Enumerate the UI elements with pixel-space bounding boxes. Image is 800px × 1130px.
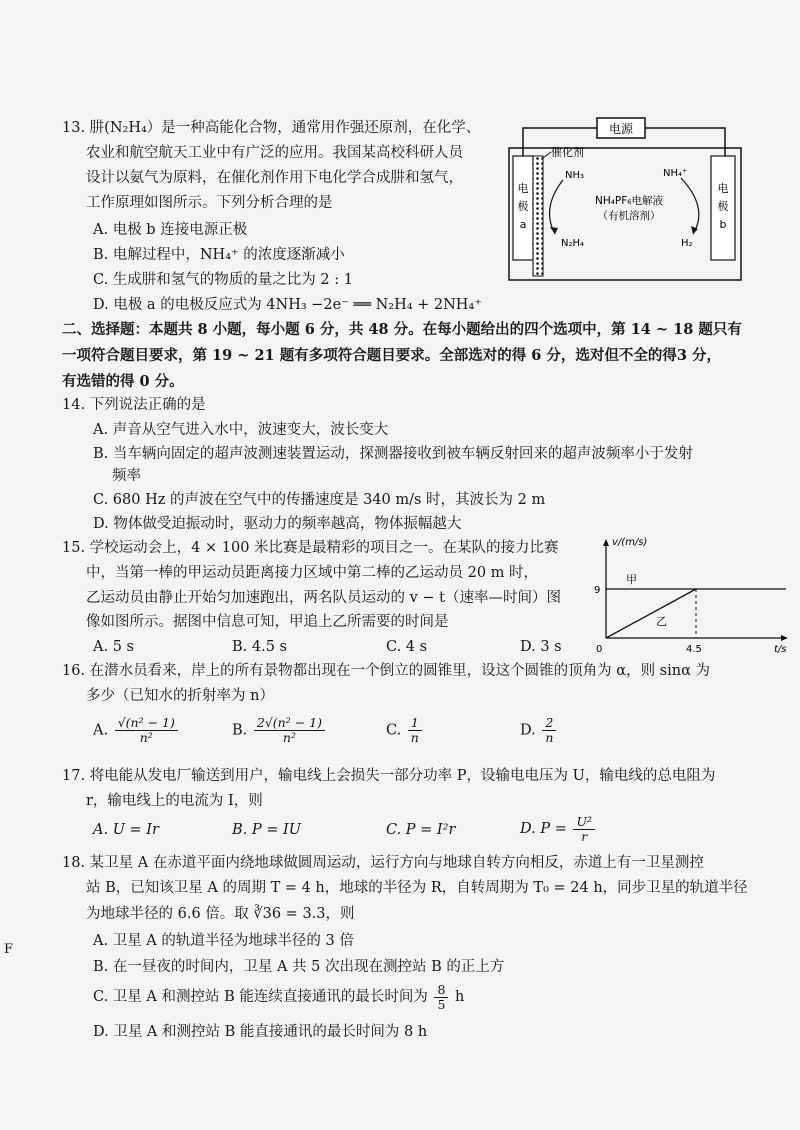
vt-origin: 0 [596, 644, 603, 655]
q13-option-c: C. 生成肼和氢气的物质的量之比为 2 : 1 [93, 272, 353, 288]
arrow-right-curve [681, 178, 699, 234]
vt-x-tick: 4.5 [686, 644, 702, 655]
q16-option-a [93, 716, 180, 745]
label-h2: H₂ [681, 238, 693, 249]
q16-option-b [232, 716, 327, 745]
vt-label-yi: 乙 [656, 615, 667, 628]
section-2-line-3: 有选错的得 0 分。 [62, 373, 184, 390]
q14-option-b: B. 当车辆向固定的超声波测速装置运动，探测器接收到被车辆反射回来的超声波频率小于发射 [93, 446, 693, 462]
q15-stem-line-3: 乙运动员由静止开始匀加速跑出，两名队员运动的 v − t（速率—时间）图 [86, 590, 561, 606]
q18-option-c-den: 5 [437, 996, 446, 1012]
section-2-line-2: 一项符合题目要求，第 19 ~ 21 题有多项符合题目要求。全部选对的得 6 分，选对但不全的得3 分， [62, 347, 722, 364]
electrode-b-char-1: 电 [717, 182, 729, 195]
q13-option-d: D. 电极 a 的电极反应式为 4NH₃ −2e⁻ ══ N₂H₄ + 2NH₄⁺ [93, 297, 482, 313]
catalyst-layer [533, 156, 543, 276]
electrode-b-char-2: 极 [717, 200, 729, 213]
q18-option-c [93, 980, 464, 1014]
q17-stem-line-2: r，输电线上的电流为 I，则 [86, 793, 263, 809]
q16-option-d-den: n [545, 730, 554, 745]
label-solvent: （有机溶剂） [597, 210, 661, 222]
q13-stem-line-1: 13. 肼(N₂H₄）是一种高能化合物，通常用作强还原剂，在化学、 [62, 120, 481, 136]
q17-option-d-den: r [581, 828, 588, 844]
q16-option-b-letter: B. [232, 722, 248, 739]
margin-mark: F [4, 942, 14, 957]
q16-option-d-num: 2 [542, 716, 556, 731]
q15-stem-line-4: 像如图所示。据图中信息可知，甲追上乙所需要的时间是 [86, 614, 449, 630]
q14-option-b-cont: 频率 [112, 468, 141, 484]
q17-option-c: C. P = I²r [386, 822, 456, 838]
q16-option-c-letter: C. [386, 722, 402, 739]
label-nh3: NH₃ [565, 170, 585, 181]
q13-stem-line-3: 设计以氨气为原料，在催化剂作用下电化学合成肼和氢气， [86, 170, 463, 186]
q18-option-d: D. 卫星 A 和测控站 B 能直接通讯的最长时间为 8 h [93, 1024, 428, 1040]
q13-stem-line-2: 农业和航空航天工业中有广泛的应用。我国某高校科研人员 [86, 145, 463, 161]
q18-option-b: B. 在一昼夜的时间内，卫星 A 共 5 次出现在测控站 B 的正上方 [93, 959, 505, 975]
q16-option-c [386, 716, 424, 745]
electrode-b-char-3: b [719, 218, 727, 231]
vt-y-arrow [603, 539, 609, 546]
electrode-a-char-1: 电 [517, 182, 529, 195]
vt-label-jia: 甲 [626, 573, 637, 586]
vt-x-label: t/s [774, 644, 787, 655]
catalyst-label: 催化剂 [551, 146, 584, 159]
q16-option-a-den: n² [139, 730, 153, 745]
q16-option-a-fraction [115, 716, 178, 745]
q14-option-c: C. 680 Hz 的声波在空气中的传播速度是 340 m/s 时，其波长为 2 m [93, 492, 546, 508]
q17-option-d-fraction [573, 815, 595, 844]
q18-option-c-text: C. 卫星 A 和测控站 B 能连续直接通讯的最长时间为 [93, 989, 428, 1005]
q17-option-d-prefix: D. P = [520, 821, 567, 837]
q18-option-c-fraction [434, 983, 448, 1012]
label-electrolyte: NH₄PF₆电解液 [594, 195, 664, 207]
q16-option-b-den: n² [282, 730, 296, 745]
q13-option-b: B. 电解过程中，NH₄⁺ 的浓度逐渐减小 [93, 247, 345, 263]
wire-right [645, 128, 725, 156]
label-nh4: NH₄⁺ [663, 168, 688, 179]
label-n2h4: N₂H₄ [561, 238, 585, 249]
power-supply-label: 电源 [608, 122, 634, 136]
q13-option-a: A. 电极 b 连接电源正极 [93, 222, 248, 238]
vt-line-yi [606, 589, 696, 638]
q15-option-c: C. 4 s [386, 639, 428, 655]
q17-option-d [520, 812, 597, 846]
q16-option-c-fraction [408, 716, 422, 745]
q16-option-d-letter: D. [520, 722, 536, 739]
q17-option-a: A. U = Ir [93, 822, 159, 838]
q16-option-a-letter: A. [93, 722, 109, 739]
q15-option-d: D. 3 s [520, 639, 562, 655]
q15-option-b: B. 4.5 s [232, 639, 287, 655]
vt-graph [582, 534, 797, 656]
q18-option-c-unit: h [455, 989, 465, 1005]
q17-stem-line-1: 17. 将电能从发电厂输送到用户，输电线上会损失一部分功率 P，设输电电压为 U，输电线的总电阻为 [62, 768, 716, 784]
catalyst-leader [543, 152, 551, 158]
q14-stem: 14. 下列说法正确的是 [62, 397, 206, 413]
q16-option-a-num: √(n² − 1) [115, 716, 178, 731]
q14-option-a: A. 声音从空气进入水中，波速变大，波长变大 [93, 422, 389, 438]
electrolysis-diagram [505, 116, 745, 286]
q18-stem-line-1: 18. 某卫星 A 在赤道平面内绕地球做圆周运动，运行方向与地球自转方向相反，赤道上有一卫星测控 [62, 855, 704, 871]
q15-option-a: A. 5 s [93, 639, 134, 655]
q16-option-d [520, 716, 558, 745]
vt-y-label: v/(m/s) [612, 537, 648, 548]
vt-y-tick: 9 [594, 585, 601, 596]
electrode-a-char-2: 极 [517, 200, 529, 213]
q15-stem-line-2: 中，当第一棒的甲运动员距离接力区域中第二棒的乙运动员 20 m 时， [86, 565, 539, 581]
q18-option-c-num: 8 [434, 983, 448, 998]
q14-option-d: D. 物体做受迫振动时，驱动力的频率越高，物体振幅越大 [93, 516, 462, 532]
section-2-line-1: 二、选择题：本题共 8 小题，每小题 6 分，共 48 分。在每小题给出的四个选项中，第 14 ~ 18 题只有 [62, 321, 742, 338]
q18-option-a: A. 卫星 A 的轨道半径为地球半径的 3 倍 [93, 933, 354, 949]
q16-option-b-num: 2√(n² − 1) [254, 716, 325, 731]
q15-stem-line-1: 15. 学校运动会上，4 × 100 米比赛是最精彩的项目之一。在某队的接力比赛 [62, 540, 559, 556]
arrow-left-curve [550, 180, 563, 234]
q17-option-d-num: U² [573, 815, 595, 830]
q13-stem-line-4: 工作原理如图所示。下列分析合理的是 [86, 195, 333, 211]
q16-stem-line-1: 16. 在潜水员看来，岸上的所有景物都出现在一个倒立的圆锥里，设这个圆锥的顶角为 α，则 sinα 为 [62, 663, 710, 679]
q18-stem-line-2: 站 B，已知该卫星 A 的周期 T = 4 h，地球的半径为 R，自转周期为 T₀ = 24 h，同步卫星的轨道半径 [86, 880, 748, 896]
q18-stem-line-3: 为地球半径的 6.6 倍。取 ∛36 = 3.3，则 [86, 906, 355, 922]
q16-stem-line-2: 多少（已知水的折射率为 n） [86, 688, 274, 704]
q16-option-c-den: n [410, 730, 419, 745]
q16-option-b-fraction [254, 716, 325, 745]
electrode-a-char-3: a [519, 218, 527, 231]
q17-option-b: B. P = IU [232, 822, 301, 838]
vt-x-arrow [781, 635, 788, 641]
q16-option-d-fraction [542, 716, 556, 745]
q16-option-c-num: 1 [408, 716, 422, 731]
